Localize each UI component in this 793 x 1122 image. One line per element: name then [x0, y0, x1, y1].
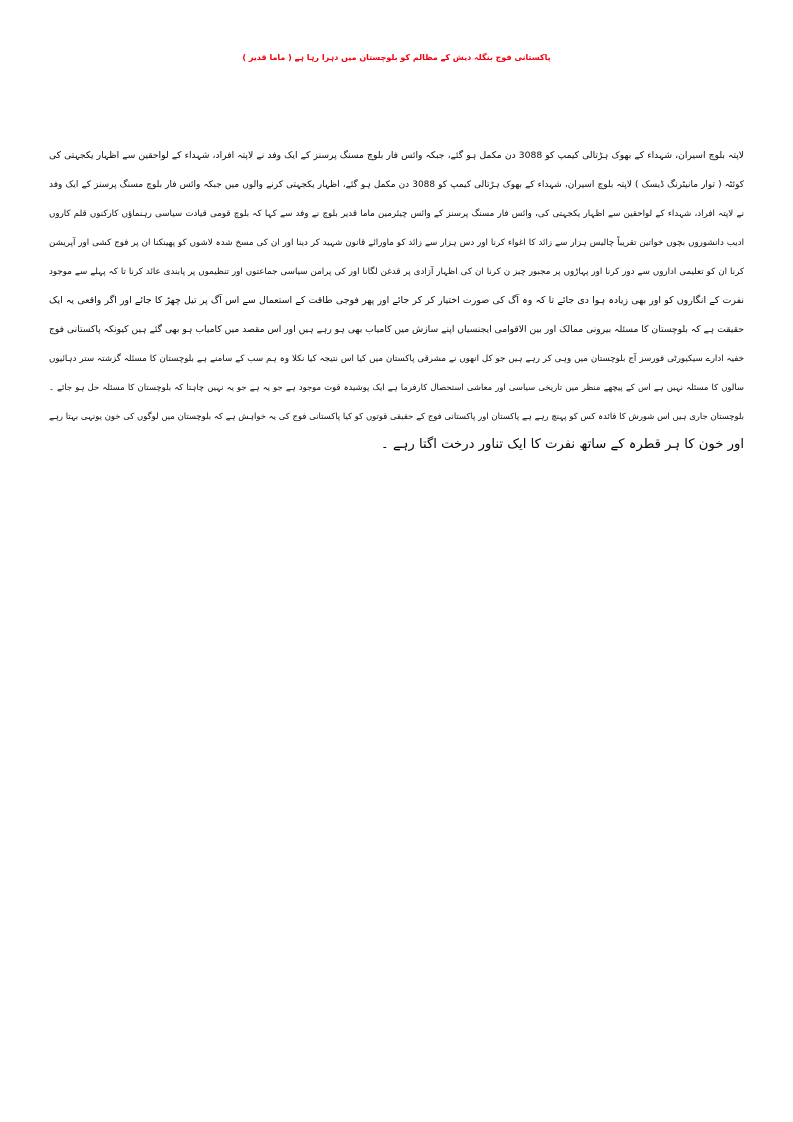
body-line-text: بلوچستان جاری ہیں اس شورش کا فائدہ کس کو پہنچ رہے ہے پاکستان اور پاکستانی فوج کے حقیقی قوتوں کو کیا پاکستانی فوج کی یہ خواہش ہے کہ بلوچستان میں لوگوں کی خون یونہی بہتا رہے — [49, 411, 744, 421]
body-line — [49, 140, 744, 169]
article-body — [49, 140, 744, 459]
body-line — [49, 343, 744, 372]
body-line-text: ادیب دانشوروں بچوں خواتین تقریباً چالیس ہزار سے زائد کا اغواء کرنا اور دس ہزار سے زائد کو ماورائے قانون شہید کر دینا اور ان کی مسخ شدہ لاشوں کو پھینکنا ان پر فوج کشی اور آپریشن — [49, 238, 744, 248]
body-line — [49, 198, 744, 227]
body-line-text: نے لاپتہ افراد، شہداء کے لواحقین سے اظہار یکجہتی کی، وائس فار مسنگ پرسنز کے وائس چیئرمین ماما قدیر بلوچ نے وفد سے کہا کہ بلوچ قومی قیادت سیاسی رہنماؤں کارکنوں قلم کاروں — [49, 209, 744, 219]
body-line — [49, 314, 744, 343]
body-line-text: کوئٹہ ( توار مانیٹرنگ ڈیسک ) لاپتہ بلوچ اسیران، شہداء کے بھوک ہڑتالی کیمپ کو 3088 دن مکمل ہو گئے، اظہار یکجہتی کرنے والوں میں جبکہ وائس فار بلوچ مسنگ پرسنز کے ایک وفد — [49, 180, 744, 190]
body-line — [49, 169, 744, 198]
body-line — [49, 372, 744, 401]
body-line-final — [49, 430, 744, 459]
body-line — [49, 256, 744, 285]
body-line — [49, 227, 744, 256]
body-line-text: کرنا ان کو تعلیمی اداروں سے دور کرنا اور پہاڑوں پر مجبور چیز ن کرنا ان کی اظہار آزادی پر قدغن لگانا اور کی پرامن سیاسی جماعتوں اور تنظیموں پر پابندی عائد کرنا تا کہ پہلے سے موجود — [49, 267, 744, 277]
body-line-text: حقیقت ہے کہ بلوچستان کا مسئلہ بیرونی ممالک اور بین الاقوامی ایجنسیاں اپنے سازش میں کامیاب بھی ہو رہے ہیں اور اس مقصد میں کامیاب ہو بھی گئے ہیں کیونکہ پاکستانی فوج — [49, 324, 744, 335]
body-line — [49, 401, 744, 430]
body-line-text: خفیہ ادارے سیکیورٹی فورسز آج بلوچستان میں وہی کر رہے ہیں جو کل انھوں نے مشرقی پاکستان میں کیا اس نتیجہ کیا نکلا وہ ہم سب کے سامنے ہے بلوچستان کا مسئلہ گزشتہ ستر دہائیوں — [49, 354, 744, 364]
body-line-text: نفرت کے انگاروں کو اور بھی زیادہ ہوا دی جائے تا کہ وہ آگ کی صورت اختیار کر کر جائے اور پھر فوجی طاقت کے استعمال سے اس آگ پر تیل چھڑ کا جائے اور اگر واقعی یہ ایک — [49, 295, 744, 306]
body-line — [49, 285, 744, 314]
body-line-text: لاپتہ بلوچ اسیران، شہداء کے بھوک ہڑتالی کیمپ کو 3088 دن مکمل ہو گئے، جبکہ وائس فار بلوچ مسنگ پرسنز کے ایک وفد نے لاپتہ افراد، شہداء کے لواحقین سے اظہار یکجہتی کی — [49, 150, 744, 161]
body-line-text: اور خون کا ہر قطرہ کے ساتھ نفرت کا ایک تناور درخت اگتا رہے ۔ — [381, 437, 744, 452]
article-headline: پاکستانی فوج بنگلہ دیش کے مظالم کو بلوچستان میں دہرا رہا ہے ( ماما قدیر ) — [242, 53, 551, 62]
body-line-text: سالوں کا مسئلہ نہیں ہے اس کے پیچھے منظر میں تاریخی سیاسی اور معاشی استحصال کارفرما ہے ایک پوشیدہ قوت موجود ہے جو یہ ہے جو یہ نہیں چاہتا کہ بلوچستان کا مسئلہ حل ہو جائے ۔ — [49, 382, 744, 392]
